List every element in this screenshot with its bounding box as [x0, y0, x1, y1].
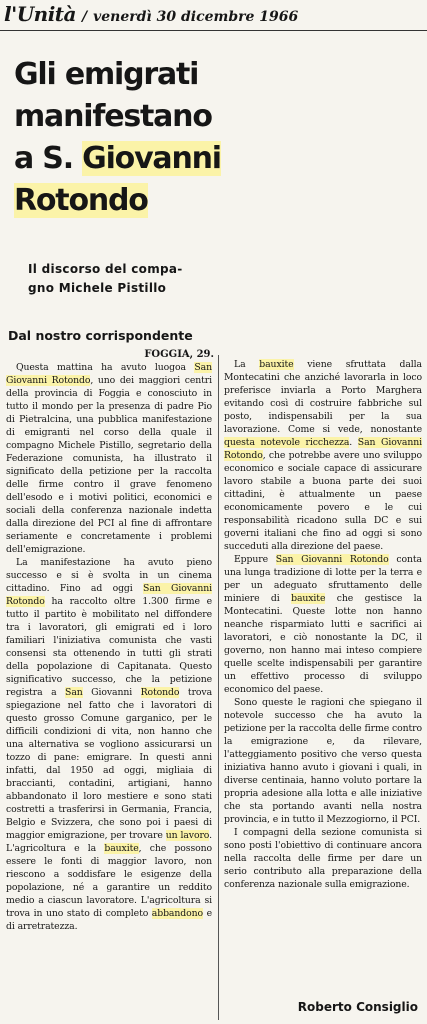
- headline-line-3: [14, 138, 219, 180]
- paragraph: La manifestazione ha avuto pieno successo e si è svolta in un cinema cittadino. Fino ad oggi San Giovanni Rotondo ha raccolto oltre 1.300 firme e tutto il partito è mobilitato nel diffondere tra i lavoratori, gli emigrati ed i loro familiari l'iniziativa comunista che vasti consensi sta ottenendo in tutti gli strati della popolazione di Capitanata. Questo significativo successo, che la petizione registra a San Giovanni Rotondo trova spiegazione nel fatto che i lavoratori di questo grosso Comune garganico, per le difficili condizioni di vita, non hanno che una alternativa se vogliono assicurarsi un tozzo di pane: emigrare. In questi anni infatti, dal 1950 ad oggi, migliaia di braccianti, contadini, artigiani, hanno abbandonato il loro mestiere e sono stati costretti a trasferirsi in Germania, Francia, Belgio e Svizzera, che sono poi i paesi di maggior emigrazione, per trovare un lavoro. L'agricoltura e la bauxite, che possono essere le fonti di maggior lavoro, non riescono a soddisfare le esigenze della popolazione, né a garantire un reddito medio a ciascun lavoratore. L'agricoltura si trova in uno stato di completo abbandono e di arretratezza.: [6, 557, 213, 932]
- author-signature: Roberto Consiglio: [297, 1000, 418, 1014]
- highlighted-text: San Giovanni Rotondo: [6, 583, 212, 607]
- masthead-separator: /: [82, 9, 88, 25]
- issue-date: venerdì 30 dicembre 1966: [93, 9, 299, 25]
- highlighted-text: abbandono: [151, 908, 203, 919]
- headline-line-1: Gli emigrati: [14, 57, 199, 92]
- masthead-rule: [0, 30, 427, 31]
- highlighted-text: San Giovanni Rotondo: [224, 437, 422, 461]
- newspaper-name: l'Unità: [4, 2, 76, 26]
- headline-line-2: manifestano: [14, 99, 212, 134]
- paragraph: Sono queste le ragioni che spiegano il notevole successo che ha avuto la petizione per la raccolta delle firme contro la emigrazione e, da rilevare, l'atteggiamento positivo che verso questa iniziativa hanno avuto i giovani i quali, in diverse centinaia, hanno voluto portare la propria adesione alla lotta e alle iniziative che sta portando avanti nella nostra provincia, e in tutto il Mezzogiorno, il PCI.: [224, 697, 422, 825]
- highlighted-text: bauxite: [104, 843, 139, 854]
- correspondent-heading: Dal nostro corrispondente: [8, 328, 193, 343]
- headline-prefix: a S.: [14, 141, 73, 176]
- headline-line-4: [14, 180, 219, 222]
- highlighted-text: bauxite: [291, 593, 326, 604]
- article-column-left: [6, 361, 212, 933]
- highlighted-text: San Giovanni Rotondo: [275, 554, 389, 565]
- paragraph: Eppure San Giovanni Rotondo conta una lunga tradizione di lotte per la terra e per un adeguato sfruttamento delle miniere di bauxite che gestisce la Montecatini. Queste lotte non hanno neanche risparmiato lutti e sacrifici ai lavoratori, e ciò nonostante la DC, il governo, non hanno mai inteso compiere quelle scelte indispensabili per garantire un effettivo processo di sviluppo economico del paese.: [224, 554, 422, 695]
- highlighted-text: San: [65, 687, 83, 698]
- highlighted-text: questa notevole ricchezza: [224, 437, 350, 448]
- column-divider: [218, 355, 219, 1020]
- paragraph: Questa mattina ha avuto luogoa San Giovanni Rotondo, uno dei maggiori centri della provincia di Foggia e conosciuto in tutto il mondo per la presenza di padre Pio di Pietralcina, una pubblica manifestazione di emigranti nel corso della quale il compagno Michele Pistillo, segretario della Federazione comunista, ha illustrato il significato della petizione per la raccolta delle firme contro il grave fenomeno dell'esodo e i motivi politici, economici e sociali della conferenza nazionale indetta dalla direzione del PCI al fine di affrontare seriamente e concretamente i problemi dell'emigrazione.: [6, 362, 212, 555]
- paragraph: La bauxite viene sfruttata dalla Montecatini che anziché lavorarla in loco preferisce inviarla a Porto Marghera evitando così di costruire fabbriche sul posto, indispensabili per la sua lavorazione. Come si vede, nonostante questa notevole ricchezza. San Giovanni Rotondo, che potrebbe avere uno sviluppo economico e sociale capace di assicurare lavoro stabile a buona parte dei suoi cittadini, è attualmente un paese economicamente povero e le cui responsabilità ricadono sulla DC e sui governi italiani che fino ad oggi si sono succeduti alla direzione del paese.: [224, 359, 422, 552]
- headline: [14, 54, 219, 222]
- headline-highlight-giovanni: Giovanni: [82, 141, 221, 176]
- masthead: [4, 2, 423, 28]
- article-column-right: [224, 358, 422, 891]
- subhead-line-1: Il discorso del compa-: [28, 262, 183, 276]
- highlighted-text: Rotondo: [140, 687, 180, 698]
- subhead-line-2: gno Michele Pistillo: [28, 281, 167, 295]
- dateline-place: FOGGIA, 29.: [144, 349, 214, 360]
- highlighted-text: bauxite: [259, 359, 294, 370]
- paragraph: I compagni della sezione comunista si sono posti l'obiettivo di continuare ancora nella raccolta delle firme per dare un serio contributo alla preparazione della conferenza nazionale sulla emigrazione.: [224, 827, 422, 890]
- subheadline: [28, 260, 218, 298]
- highlighted-text: un lavoro: [165, 830, 210, 841]
- highlighted-text: San Giovanni Rotondo: [6, 362, 212, 386]
- headline-highlight-rotondo: Rotondo: [14, 183, 148, 218]
